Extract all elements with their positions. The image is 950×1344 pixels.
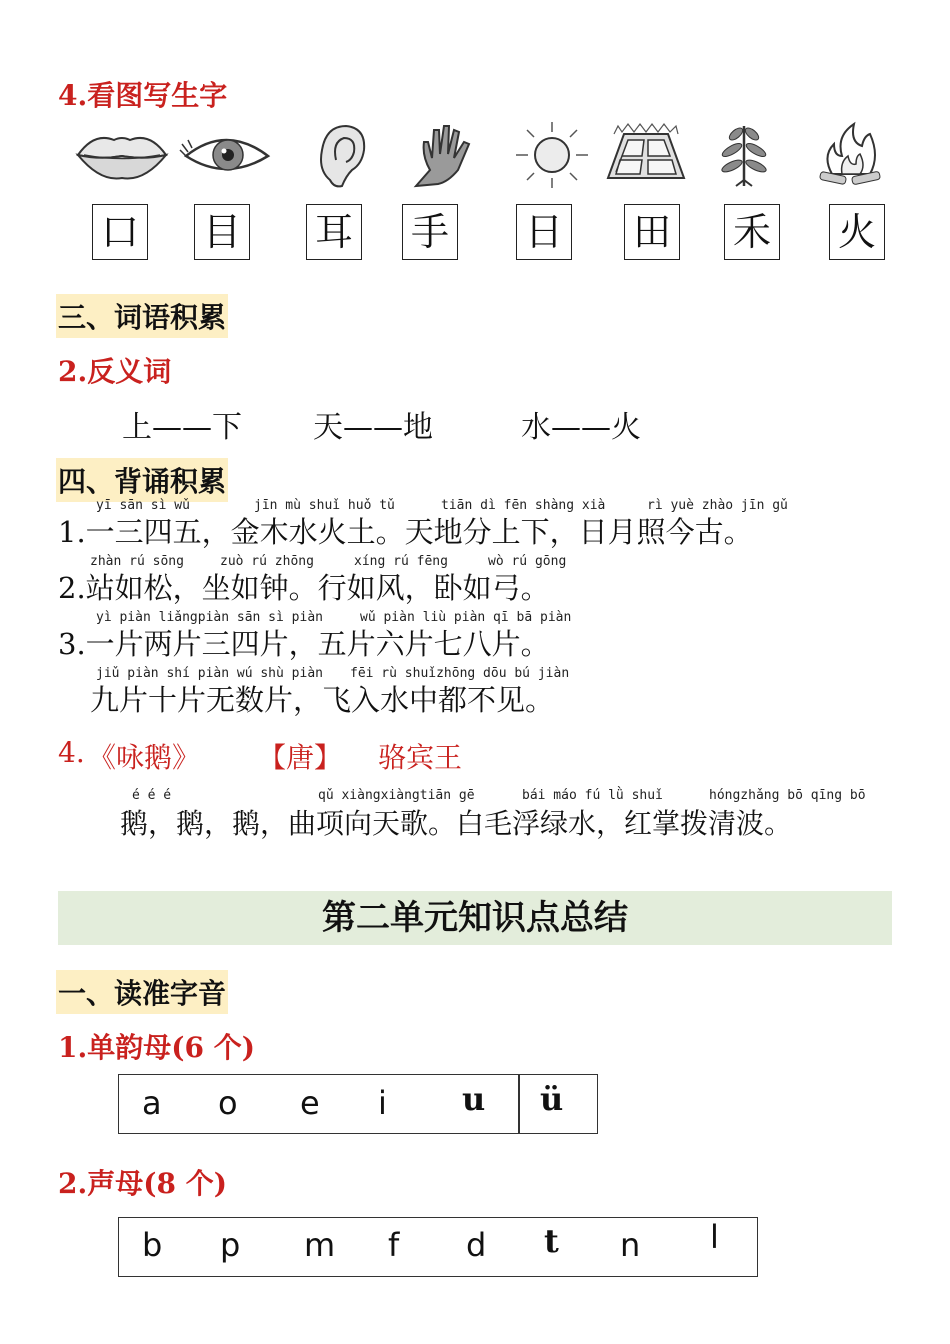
antonym-title: 2.反义词 <box>58 355 172 388</box>
initial-letter: t <box>544 1222 559 1260</box>
antonym-pair: 水——火 <box>521 410 641 445</box>
hand-icon <box>408 120 478 190</box>
pinyin: tiān dì fēn shàng xià <box>441 498 606 513</box>
pinyin: rì yuè zhào jīn gǔ <box>647 498 788 513</box>
eye-icon <box>178 120 274 190</box>
char-box-field: 田 <box>624 204 680 260</box>
pinyin: é é é <box>132 788 172 803</box>
initials-title: 2.声母(8 个) <box>58 1167 227 1200</box>
poem-title: 《咏鹅》 <box>88 741 201 774</box>
pinyin: fēi rù shuǐzhōng dōu bú jiàn <box>350 666 570 681</box>
poem-author: 骆宾王 <box>378 741 463 774</box>
section-title-look-and-write: 4.看图写生字 <box>58 79 228 112</box>
table-divider <box>518 1075 520 1133</box>
unit-banner: 第二单元知识点总结 <box>58 891 892 945</box>
pinyin: qǔ xiàngxiàngtiān gē <box>318 788 475 803</box>
initials-table <box>118 1217 758 1277</box>
initial-letter: p <box>220 1226 241 1264</box>
final-letter: ü <box>540 1080 564 1118</box>
initial-letter: f <box>388 1226 400 1264</box>
finals-table <box>118 1074 598 1134</box>
final-letter: u <box>462 1080 486 1118</box>
pinyin: zhàn rú sōng <box>90 554 184 569</box>
field-icon <box>604 120 688 190</box>
poem-number: 4. <box>58 736 85 769</box>
initial-letter: d <box>466 1226 487 1264</box>
recite-line: 九片十片无数片，飞入水中都不见。 <box>90 683 555 717</box>
pinyin: wǔ piàn liù piàn qī bā piàn <box>360 610 572 625</box>
pinyin: xíng rú fēng <box>354 554 448 569</box>
section-title-vocabulary: 三、词语积累 <box>56 294 228 338</box>
pinyin: bái máo fú lǜ shuǐ <box>522 788 663 803</box>
initial-letter: b <box>142 1226 163 1264</box>
initial-letter: m <box>304 1226 336 1264</box>
fire-icon <box>814 120 886 190</box>
char-box-mouth: 口 <box>92 204 148 260</box>
final-letter: e <box>300 1084 320 1122</box>
pinyin: jiǔ piàn shí piàn wú shù piàn <box>96 666 323 681</box>
pinyin: hóngzhǎng bō qīng bō <box>709 788 866 803</box>
pinyin: yī sān sì wǔ <box>96 498 190 513</box>
pinyin: yì piàn liǎngpiàn sān sì piàn <box>96 610 323 625</box>
sun-icon <box>512 120 592 190</box>
finals-title: 1.单韵母(6 个) <box>58 1031 255 1064</box>
char-box-sun: 日 <box>516 204 572 260</box>
final-letter: i <box>378 1084 387 1122</box>
char-box-ear: 耳 <box>306 204 362 260</box>
section-title-pronunciation: 一、读准字音 <box>56 970 228 1014</box>
pinyin: jīn mù shuǐ huǒ tǔ <box>254 498 395 513</box>
mouth-icon <box>74 120 170 190</box>
poem-dynasty: 【唐】 <box>258 741 343 774</box>
char-box-eye: 目 <box>194 204 250 260</box>
char-box-hand: 手 <box>402 204 458 260</box>
recite-line: 2.站如松，坐如钟。行如风，卧如弓。 <box>58 571 550 605</box>
ear-icon <box>312 120 372 190</box>
final-letter: o <box>218 1084 238 1122</box>
initial-letter: l <box>710 1218 719 1256</box>
section-title-recitation: 四、背诵积累 <box>56 458 228 502</box>
grain-icon <box>718 120 770 190</box>
pinyin: wò rú gōng <box>488 554 567 569</box>
initial-letter: n <box>620 1226 641 1264</box>
pinyin: zuò rú zhōng <box>220 554 314 569</box>
recite-line: 3.一片两片三四片，五片六片七八片。 <box>58 627 550 661</box>
recite-line: 1.一三四五，金木水火土。天地分上下，日月照今古。 <box>58 515 753 549</box>
char-box-fire: 火 <box>829 204 885 260</box>
char-box-grain: 禾 <box>724 204 780 260</box>
poem-text: 鹅，鹅，鹅，曲项向天歌。白毛浮绿水，红掌拨清波。 <box>120 807 793 840</box>
antonym-pair: 天——地 <box>313 410 433 445</box>
final-letter: a <box>142 1084 162 1122</box>
antonym-pair: 上——下 <box>122 410 242 445</box>
